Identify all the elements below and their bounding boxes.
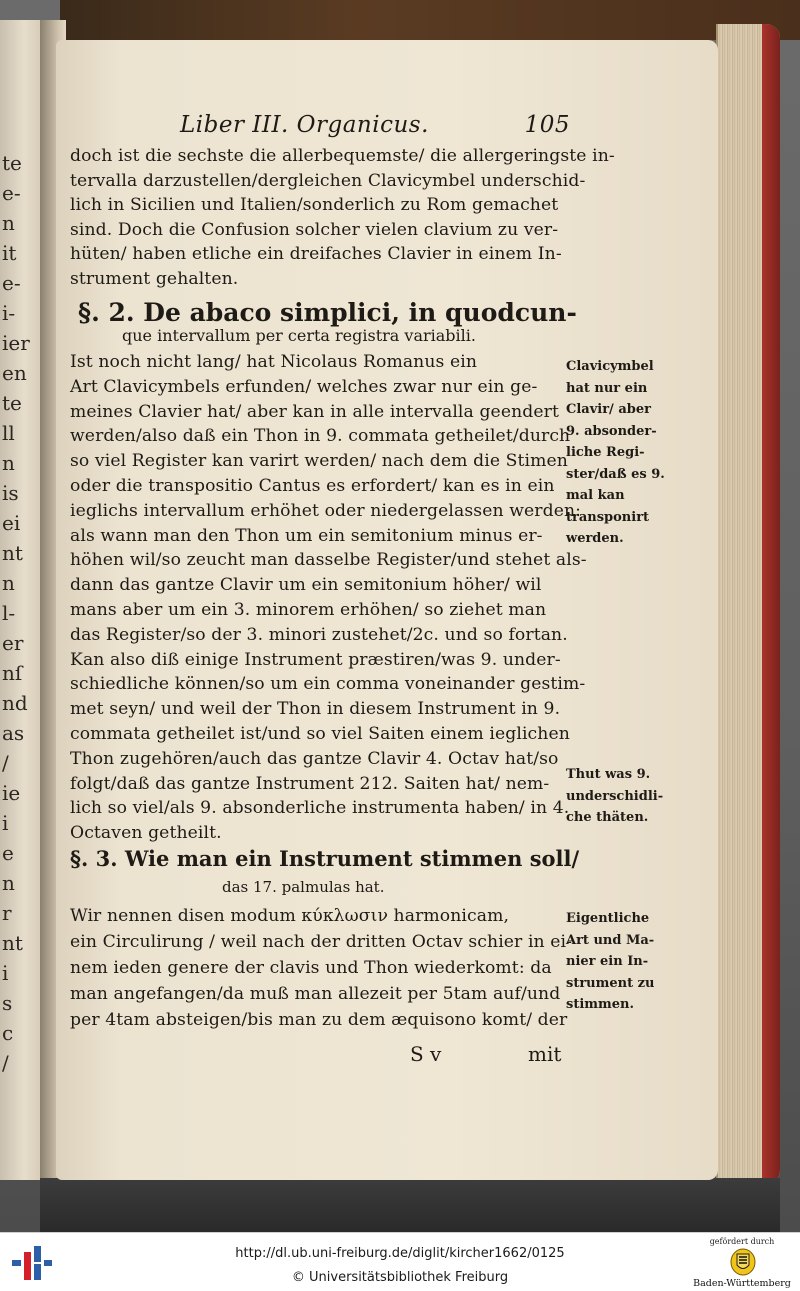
left-page-fragment: ei (2, 511, 21, 535)
body-text-line: man angefangen/da muß man allezeit per 5tam auf/und (70, 984, 561, 1004)
left-page-fragment: nſ (2, 661, 23, 685)
body-text-line: hüten/ haben etliche ein dreifaches Clavier in einem In- (70, 244, 562, 265)
body-text-line: commata getheilet ist/und so viel Saiten einem ieglichen (70, 724, 570, 744)
body-text-line: Ist noch nicht lang/ hat Nicolaus Romanus ein (70, 352, 478, 372)
book-bottom-board (40, 1178, 780, 1232)
left-page-edge (0, 20, 42, 1180)
left-page-fragment: l- (2, 601, 16, 625)
sponsor-caption: gefördert durch (709, 1237, 775, 1246)
body-text-line: met seyn/ und weil der Thon in diesem Instrument in 9. (70, 699, 561, 720)
left-page-fragment: nt (2, 541, 23, 565)
left-page-fragment: e- (2, 181, 21, 205)
left-page-fragment: is (2, 481, 19, 505)
margin-note-line: Eigentliche (566, 911, 650, 926)
left-page-fragment: / (2, 751, 9, 775)
margin-note-line: 9. absonder- (566, 423, 657, 439)
margin-note-line: Clavir/ aber (566, 402, 651, 417)
body-text-line: folgt/daß das gantze Instrument 212. Saiten hat/ nem- (70, 773, 550, 794)
body-text-line: doch ist die sechste die allerbequemste/ die allergeringste in- (70, 146, 615, 166)
section-3-heading: §. 3. Wie man ein Instrument stimmen soll/ (70, 846, 580, 871)
left-page-fragment: te (2, 391, 22, 415)
margin-note-line: stimmen. (566, 997, 635, 1012)
margin-note-line: mal kan (566, 488, 625, 503)
body-text-line: schiedliche können/so um ein comma voneinander gestim- (70, 674, 586, 695)
left-page-fragment: i (2, 961, 9, 985)
left-page-fragment: n (2, 871, 15, 895)
body-text-line: sind. Doch die Confusion solcher vielen clavium zu ver- (70, 219, 559, 240)
left-page-fragment: n (2, 571, 15, 595)
body-text-line: mans aber um ein 3. minorem erhöhen/ so ziehet man (70, 600, 547, 620)
sponsor-name: Baden-Württemberg (693, 1278, 791, 1289)
body-text-line: höhen wil/so zeucht man dasselbe Register/und stehet als- (70, 550, 587, 571)
margin-note-line: strument zu (566, 975, 655, 991)
body-text-line: als wann man den Thon um ein semitonium minus er- (70, 525, 543, 546)
margin-note-line: nier ein In- (566, 954, 649, 969)
left-page-fragment: nd (2, 691, 28, 715)
body-text-line: dann das gantze Clavir um ein semitonium höher/ wil (70, 575, 542, 596)
left-page-fragment: e- (2, 271, 21, 295)
left-page-fragment: ier (2, 331, 30, 355)
margin-note-line: ster/daß es 9. (566, 466, 665, 482)
margin-note-line: liche Regi- (566, 445, 645, 460)
section-3-subheading: das 17. palmulas hat. (222, 878, 385, 896)
page-number: 105 (524, 112, 570, 138)
margin-note-line: Thut was 9. (566, 767, 651, 782)
body-text-line: strument gehalten. (70, 269, 239, 289)
body-text-line: tervalla darzustellen/dergleichen Clavicymbel underschid- (70, 170, 586, 191)
left-page-fragment: en (2, 361, 27, 385)
margin-note-line: transponirt (566, 509, 650, 525)
body-text-line: das Register/so der 3. minori zustehet/2c. und so fortan. (70, 624, 568, 645)
catchword: mit (528, 1042, 562, 1066)
book-cover-top (60, 0, 800, 40)
left-page-fragment: e (2, 841, 14, 865)
body-text-line: Thon zugehören/auch das gantze Clavir 4. Octav hat/so (70, 748, 559, 769)
body-text-line: Octaven getheilt. (70, 823, 222, 844)
body-text-line: meines Clavier hat/ aber kan in alle intervalla geendert (70, 401, 559, 422)
page-fore-edges (716, 24, 780, 1184)
left-page-fragment: c (2, 1021, 14, 1045)
body-text-line: ein Circulirung / weil nach der dritten Octav schier in ei- (70, 932, 573, 952)
body-text-line: lich in Sicilien und Italien/sonderlich zu Rom gemachet (70, 195, 559, 216)
sponsor-logo (690, 1235, 794, 1289)
body-text-line: Kan also diß einige Instrument præstiren/was 9. under- (70, 649, 561, 670)
copyright-notice: © Universitätsbibliothek Freiburg (291, 1270, 509, 1285)
left-page-fragment: er (2, 631, 24, 655)
body-text-line: Art Clavicymbels erfunden/ welches zwar nur ein ge- (70, 376, 538, 397)
body-text-line: Wir nennen disen modum κύκλωσιν harmonicam, (70, 906, 510, 926)
margin-note-line: hat nur ein (566, 380, 648, 396)
header-title: Liber III. Organicus. (180, 112, 429, 138)
body-text-line: oder die transpositio Cantus es erfordert/ kan es in ein (70, 476, 555, 496)
margin-note-line: werden. (566, 531, 624, 546)
left-page-fragment: te (2, 151, 22, 175)
left-page-fragment: n (2, 211, 15, 235)
margin-note-line: Art und Ma- (566, 932, 655, 948)
left-page-fragment: ll (2, 421, 15, 445)
margin-note-line: underschidli- (566, 788, 664, 804)
section-2-heading: §. 2. De abaco simplici, in quodcun- (78, 298, 577, 327)
left-page-fragment: / (2, 1051, 9, 1075)
state-crest-icon (730, 1248, 756, 1276)
left-page-fragment: n (2, 451, 15, 475)
left-page-fragment: s (2, 991, 13, 1015)
left-page-fragment: i- (2, 301, 16, 325)
body-text-line: nem ieden genere der clavis und Thon wiederkomt: da (70, 958, 552, 978)
body-text-line: per 4tam absteigen/bis man zu dem æquisono komt/ der (70, 1010, 568, 1030)
left-page-fragment: as (2, 721, 25, 745)
section-2-subheading: que intervallum per certa registra variabili. (122, 326, 476, 345)
body-text-line: lich so viel/als 9. absonderliche instrumenta haben/ in 4. (70, 798, 570, 819)
body-text-line: ieglichs intervallum erhöhet oder niedergelassen werden: (70, 500, 582, 521)
left-page-fragment: i (2, 811, 9, 835)
viewer-footer (0, 1232, 800, 1291)
margin-note-line: che thäten. (566, 810, 649, 825)
permalink-url[interactable]: http://dl.ub.uni-freiburg.de/diglit/kircher1662/0125 (235, 1246, 565, 1261)
body-text-line: werden/also daß ein Thon in 9. commata getheilet/durch (70, 426, 571, 447)
left-page-fragment: ie (2, 781, 21, 805)
left-page-fragment: nt (2, 931, 23, 955)
margin-note-line: Clavicymbel (566, 359, 654, 374)
left-page-fragment: it (2, 241, 17, 265)
left-page-fragment: r (2, 901, 12, 925)
signature-mark: S v (410, 1042, 442, 1066)
body-text-line: so viel Register kan varirt werden/ nach dem die Stimen (70, 451, 568, 472)
